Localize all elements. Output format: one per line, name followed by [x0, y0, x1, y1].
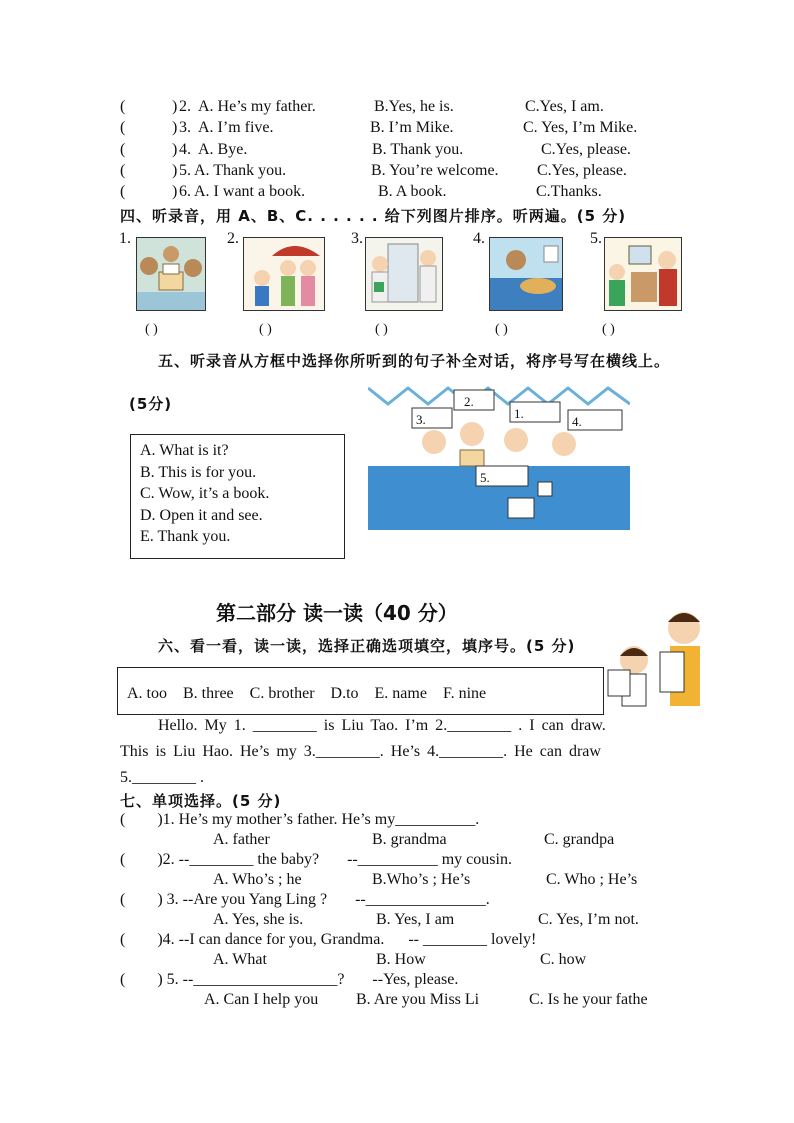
mc-option-c: C.Yes, I am. [525, 98, 604, 115]
option-c: C. Wow, it’s a book. [140, 485, 270, 502]
mc-num: 6. [179, 183, 191, 200]
pic-label: 3. [351, 230, 363, 247]
answer-paren: ( ) [375, 322, 388, 337]
mc-option-a: A. He’s my father. [198, 98, 316, 115]
question: ( )1. He’s my mother’s father. He’s my__________. [120, 811, 480, 828]
option-c: C. grandpa [544, 831, 615, 848]
family-umbrella-picture [243, 237, 325, 311]
answer-paren: ( ) [602, 322, 615, 337]
mc-num: 2. [179, 98, 191, 115]
birthday-animals-picture [136, 237, 206, 311]
option-b: B. How [376, 951, 426, 968]
section6-line1: Hello. My 1. ________ is Liu Tao. I’m 2.________ . I can draw. [158, 717, 606, 734]
mc-option-a: A. Bye. [198, 141, 248, 158]
question: ( ) 3. --Are you Yang Ling ? --_______________. [120, 891, 490, 908]
option-a: A. Can I help you [204, 991, 319, 1008]
pic-label: 1. [119, 230, 131, 247]
mc-paren: ( [120, 98, 126, 115]
section6-line2: This is Liu Hao. He’s my 3.________. He’s 4.________. He can draw [120, 743, 601, 760]
answer-paren: ( ) [259, 322, 272, 337]
bubble-label: 1. [514, 406, 524, 421]
mc-option-c: C.Yes, please. [541, 141, 631, 158]
mc-paren-close: ) [172, 162, 178, 179]
question: ( )4. --I can dance for you, Grandma. -- ________ lovely! [120, 931, 537, 948]
pic-label: 2. [227, 230, 239, 247]
option-c: C. how [540, 951, 587, 968]
section6-title: 六、看一看，读一读，选择正确选项填空，填序号。(5 分) [158, 637, 576, 655]
mc-paren-close: ) [172, 98, 178, 115]
part2-heading: 第二部分 读一读（40 分） [216, 601, 458, 625]
mc-option-a: A. I want a book. [194, 183, 306, 200]
mc-paren: ( [120, 141, 126, 158]
mc-option-b: B. I’m Mike. [370, 119, 454, 136]
party-dialogue-picture [368, 382, 630, 530]
mc-option-b: B. A book. [378, 183, 447, 200]
section5-options-box [130, 434, 345, 559]
question: ( ) 5. --__________________? --Yes, please. [120, 971, 459, 988]
answer-paren: ( ) [145, 322, 158, 337]
bubble-label: 5. [480, 470, 490, 485]
option-a: A. What [213, 951, 267, 968]
option-b: B. grandma [372, 831, 447, 848]
mc-option-a: A. Thank you. [194, 162, 287, 179]
family-photo-picture [604, 237, 682, 311]
section6-choices-box [117, 667, 604, 715]
answer-paren: ( ) [495, 322, 508, 337]
option-a: A. What is it? [140, 442, 229, 459]
bubble-label: 3. [416, 412, 426, 427]
mc-paren-close: ) [172, 141, 178, 158]
bubble-label: 2. [464, 394, 474, 409]
mc-num: 4. [179, 141, 191, 158]
option-d: D. Open it and see. [140, 507, 263, 524]
animal-sofa-picture [489, 237, 563, 311]
section5-points: (5分) [129, 395, 173, 413]
mc-paren: ( [120, 119, 126, 136]
section4-title: 四、听录音，用 A、B、C. . . . . . 给下列图片排序。听两遍。(5 分) [120, 207, 627, 225]
mc-paren-close: ) [172, 119, 178, 136]
option-b: B. This is for you. [140, 464, 257, 481]
gift-exchange-picture [365, 237, 443, 311]
section6-choices: A. too B. three C. brother D.to E. name F. nine [127, 685, 487, 702]
mc-paren: ( [120, 183, 126, 200]
mc-num: 3. [179, 119, 191, 136]
mc-option-a: A. I’m five. [198, 119, 274, 136]
mc-paren-close: ) [172, 183, 178, 200]
option-e: E. Thank you. [140, 528, 231, 545]
mc-option-c: C.Thanks. [536, 183, 602, 200]
option-a: A. Yes, she is. [213, 911, 304, 928]
mc-option-b: B. You’re welcome. [371, 162, 499, 179]
section5-title: 五、听录音从方框中选择你所听到的句子补全对话，将序号写在横线上。 [158, 352, 671, 370]
mc-option-c: C. Yes, I’m Mike. [523, 119, 638, 136]
option-b: B. Are you Miss Li [356, 991, 480, 1008]
pic-label: 5. [590, 230, 602, 247]
option-c: C. Who ; He’s [546, 871, 638, 888]
option-c: C. Is he your fathe [529, 991, 648, 1008]
option-b: B. Yes, I am [376, 911, 455, 928]
option-b: B.Who’s ; He’s [372, 871, 471, 888]
option-c: C. Yes, I’m not. [538, 911, 639, 928]
mc-option-c: C.Yes, please. [537, 162, 627, 179]
section6-line3: 5.________ . [120, 769, 204, 786]
mc-option-b: B.Yes, he is. [374, 98, 454, 115]
pic-label: 4. [473, 230, 485, 247]
boys-drawing-picture [604, 604, 704, 714]
question: ( )2. --________ the baby? --__________ my cousin. [120, 851, 512, 868]
option-a: A. father [213, 831, 270, 848]
option-a: A. Who’s ; he [213, 871, 302, 888]
mc-paren: ( [120, 162, 126, 179]
mc-option-b: B. Thank you. [372, 141, 464, 158]
mc-num: 5. [179, 162, 191, 179]
bubble-label: 4. [572, 414, 582, 429]
section7-title: 七、单项选择。(5 分) [120, 792, 282, 810]
